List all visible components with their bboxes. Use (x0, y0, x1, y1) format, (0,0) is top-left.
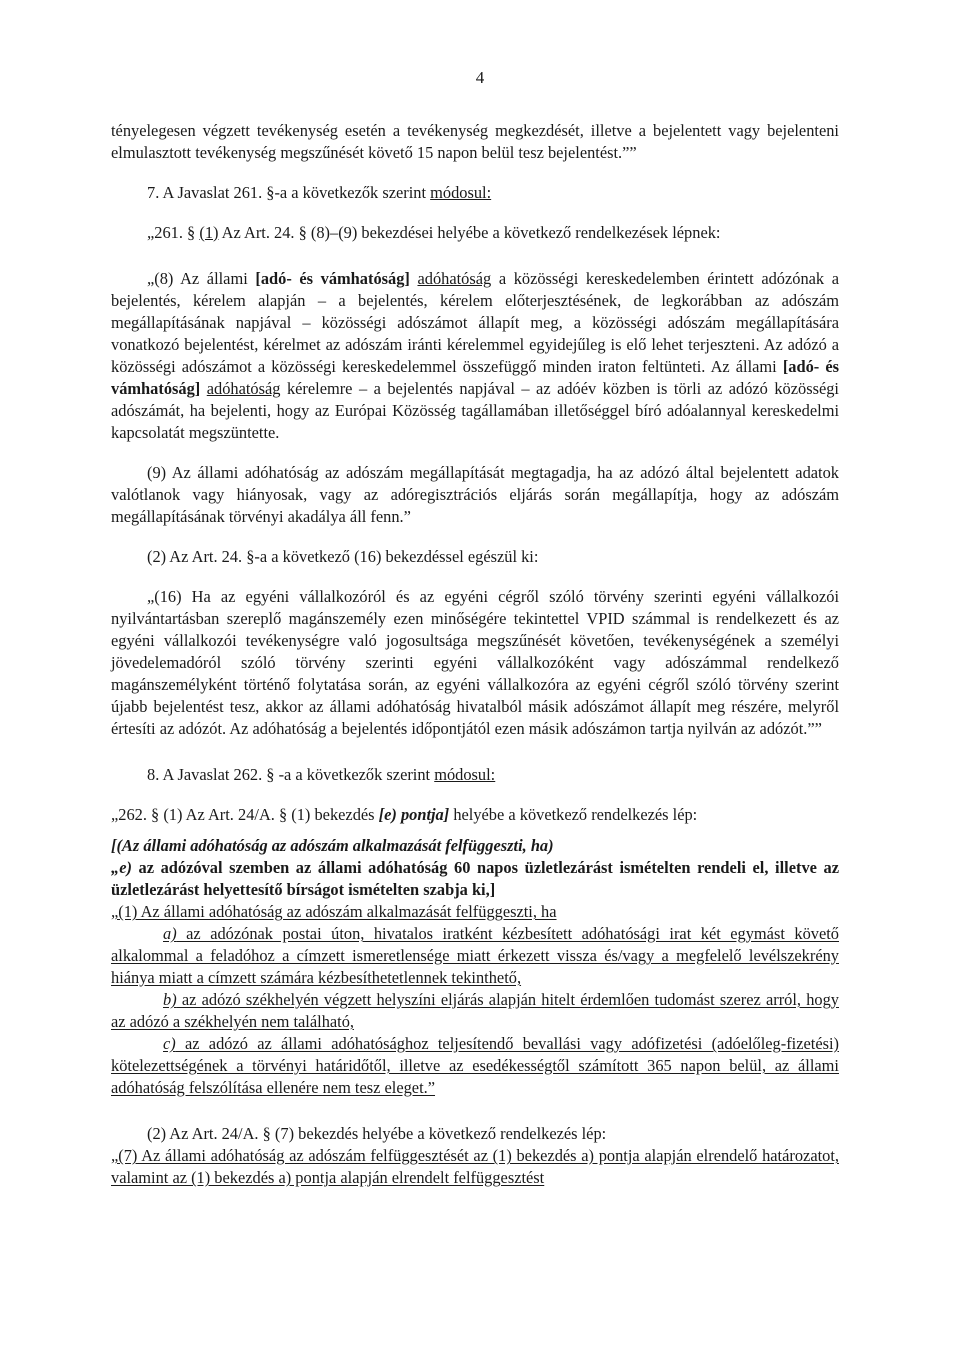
p8-deleted-text-2: [adó- és vámhatóság] (111, 357, 839, 398)
paragraph-continuation: tényelegesen végzett tevékenység esetén a tevékenység megkezdését, illetve a bejelentett vagy bejelenteni elmulasztott tevékenység megszűnését követő 15 napon belül tesz bejelentést.”” (111, 121, 839, 162)
page-number: 4 (475, 68, 485, 87)
new-point-b (111, 989, 839, 1033)
paragraph-16: „(16) Ha az egyéni vállalkozóról és az egyéni cégről szóló törvény szerinti egyéni vállalkozói nyilvántartásban szereplő magánszemély ezen minőségére tekintettel VPID számmal is rendelkezett és az egyéni vállalkozói tevékenységre való jogosultsága megszűnését követően, tevékenységének a személyi jövedelemadóról szóló törvény szerinti egyéni vállalkozóként vagy adószámmal rendelkező magánszemélyként történő folytatása során, az egyéni vállalkozóra az egyéni cégről szóló törvény szerint újabb bejelentést tesz, akkor az állami adóhatóság hivatalból másik adószámot állapít meg részére, melyről értesíti az adózót. Az adóhatóság a bejelentés időpontjától ezen másik adószámon tartja nyilván az adózót.”” (111, 587, 839, 738)
section-261-para-number: (1) (199, 223, 219, 242)
paragraph-9: (9) Az állami adóhatóság az adószám megállapítását megtagadja, ha az adózó által bejelentett adatok valótlanok vagy hiányosak, vagy az adóregisztrációs eljárás során megállapítja, hogy az adószám megállapításának törvényi akadálya áll fenn.” (111, 463, 839, 526)
amendment-8-heading (111, 764, 839, 786)
new-point-c (111, 1033, 839, 1099)
section-262-deleted-ref: [e) pontja] (378, 805, 450, 824)
deleted-point-e (111, 857, 839, 901)
deleted-context: [(Az állami adóhatóság az adószám alkalmazását felfüggeszti, ha) (111, 836, 554, 855)
document-body (111, 120, 839, 1189)
deleted-point-e-text: az adózóval szemben az állami adóhatóság 60 napos üzletlezárást ismételten rendeli el, illetve az üzletlezárást helyettesítő bírságot ismételten szabja ki,] (111, 858, 839, 899)
p8-inserted-text-1: adóhatóság (417, 269, 492, 288)
p8-text-a: „(8) Az állami (147, 269, 256, 288)
p8-text-e: kérelemre – a bejelentés napjával – az adóév közben is törli az adózó közösségi adószámát, ha bejelenti, hogy az Európai Közösség tagállamában illetőséggel bíró adóalannyal kereskedelmi kapcsolatát megszüntette. (111, 379, 839, 442)
section-261-text: Az Art. 24. § (8)–(9) bekezdései helyébe a következő rendelkezések lépnek: (218, 223, 721, 242)
paragraph-8 (111, 268, 839, 444)
section-261-intro (111, 222, 839, 244)
section-262-intro (111, 804, 839, 826)
new-point-a (111, 923, 839, 989)
section-262-text-a: „262. § (1) Az Art. 24/A. § (1) bekezdés (111, 805, 379, 824)
amendment-8-text: 8. A Javaslat 262. § -a a következők szerint (147, 765, 435, 784)
new-paragraph-7: „(7) Az állami adóhatóság az adószám felfüggesztését az (1) bekezdés a) pontja alapján elrendelő határozatot, valamint az (1) bekezdés a) pontja alapján elrendelt felfüggesztést (111, 1146, 839, 1187)
paragraph-2-intro: (2) Az Art. 24. §-a a következő (16) bekezdéssel egészül ki: (147, 547, 539, 566)
amendment-7-heading (111, 182, 839, 204)
point-b-text: az adózó székhelyén végzett helyszíni eljárás alapján hitelt érdemlően tudomást szerez arról, hogy az adózó a székhelyén nem található, (111, 990, 839, 1031)
point-c-text: az adózó az állami adóhatósághoz teljesítendő bevallási vagy adófizetési (adóelőleg-fizetési) kötelezettségének a törvényi határidőtől, illetve az esedékességtől számított 365 napon belül, az állami adóhatóság felszólítása ellenére nem tesz eleget.” (111, 1034, 839, 1097)
deleted-point-e-label: „e) (111, 858, 132, 877)
paragraph-2-24a-intro: (2) Az Art. 24/A. § (7) bekezdés helyébe a következő rendelkezés lép: (147, 1124, 607, 1143)
p8-inserted-text-2: adóhatóság (206, 379, 281, 398)
amendment-7-modosul: módosul: (430, 183, 492, 202)
amendment-7-text: 7. A Javaslat 261. §-a a következők szerint (147, 183, 431, 202)
section-262-text-b: helyébe a következő rendelkezés lép: (449, 805, 698, 824)
amendment-8-modosul: módosul: (434, 765, 496, 784)
point-c-label: c) (163, 1034, 176, 1053)
point-a-text: az adózónak postai úton, hivatalos iratként kézbesített adóhatósági irat két egymást követő alkalommal a feladóhoz a címzett ismeretlensége miatt érkezett vissza és/vagy a megfelelő levélszekrény hiánya miatt a címzett számára kézbesíthetetlennek tekinthető, (111, 924, 839, 987)
new-paragraph-1: „(1) Az állami adóhatóság az adószám alkalmazását felfüggeszti, ha (111, 902, 557, 921)
point-a-label: a) (163, 924, 177, 943)
section-261-label: „261. § (147, 223, 200, 242)
p8-deleted-text-1: [adó- és vámhatóság] (255, 269, 410, 288)
p8-text-c: a közösségi kereskedelemben érintett adózónak a bejelentés, kérelem alapján – a bejelentés, kérelem előterjesztésének, de legkorábban az adószám megállapításának napjával – közösségi adószámot állapít meg, a közösségi adószám megállapítására vonatkozó bejelentést, kérelmet az adószám iránti kérelemmel egyidejűleg is elő lehet terjeszteni. Az adózó a közösségi adószámot a közösségi kereskedelemmel összefüggő minden iraton feltünteti. Az állami (111, 269, 839, 376)
point-b-label: b) (163, 990, 177, 1009)
